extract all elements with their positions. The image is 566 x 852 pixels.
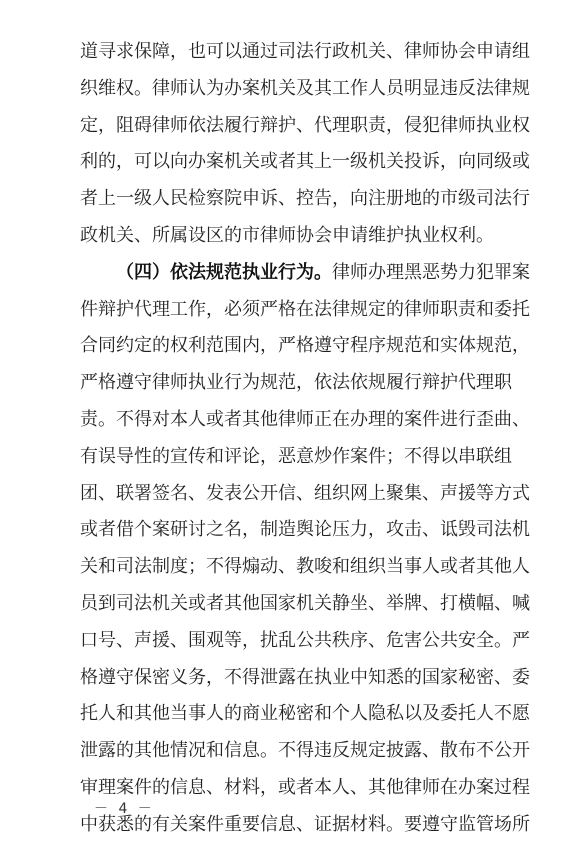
text-line: 织维权。律师认为办案机关及其工作人员明显违反法律规 — [80, 77, 530, 99]
body-text — [80, 34, 530, 844]
text-line: 或者借个案研讨之名，制造舆论压力，攻击、诋毁司法机 — [80, 519, 530, 541]
page-number: － 4 － — [94, 801, 155, 817]
section-4-first-line — [80, 255, 530, 292]
text-line: 托人和其他当事人的商业秘密和个人隐私以及委托人不愿 — [80, 703, 530, 725]
text-line: 中获悉的有关案件重要信息、证据材料。要遵守监管场所 — [80, 813, 530, 835]
text-line: 员到司法机关或者其他国家机关静坐、举牌、打横幅、喊 — [80, 592, 530, 614]
text-line: 者上一级人民检察院申诉、控告，向注册地的市级司法行 — [80, 188, 530, 210]
text-line: 格遵守保密义务，不得泄露在执业中知悉的国家秘密、委 — [80, 666, 530, 688]
text-line: 责。不得对本人或者其他律师正在办理的案件进行歪曲、 — [80, 408, 530, 430]
text-line: 有误导性的宣传和评论，恶意炒作案件；不得以串联组 — [80, 445, 512, 467]
text-line: 严格遵守律师执业行为规范，依法依规履行辩护代理职 — [80, 372, 512, 394]
section-4-first-line-text: 律师办理黑恶势力犯罪案 — [332, 261, 530, 283]
text-line: 定，阻碍律师依法履行辩护、代理职责，侵犯律师执业权 — [80, 114, 530, 136]
text-line: 利的，可以向办案机关或者其上一级机关投诉，向同级或 — [80, 151, 530, 173]
text-line: 件辩护代理工作，必须严格在法律规定的律师职责和委托 — [80, 298, 530, 320]
text-line: 政机关、所属设区的市律师协会申请维护执业权利。 — [80, 224, 494, 246]
text-line: 道寻求保障，也可以通过司法行政机关、律师协会申请组 — [80, 41, 530, 62]
text-line: 审理案件的信息、材料，或者本人、其他律师在办案过程 — [80, 776, 530, 798]
text-line: 合同约定的权利范围内，严格遵守程序规范和实体规范， — [80, 335, 530, 357]
text-line: 泄露的其他情况和信息。不得违反规定披露、散布不公开 — [80, 740, 530, 762]
text-line: 团、联署签名、发表公开信、组织网上聚集、声援等方式 — [80, 482, 530, 504]
section-4-heading: （四）依法规范执业行为。 — [116, 261, 332, 283]
text-line: 关和司法制度；不得煽动、教唆和组织当事人或者其他人 — [80, 556, 530, 578]
text-line: 口号、声援、围观等，扰乱公共秩序、危害公共安全。严 — [80, 629, 530, 651]
